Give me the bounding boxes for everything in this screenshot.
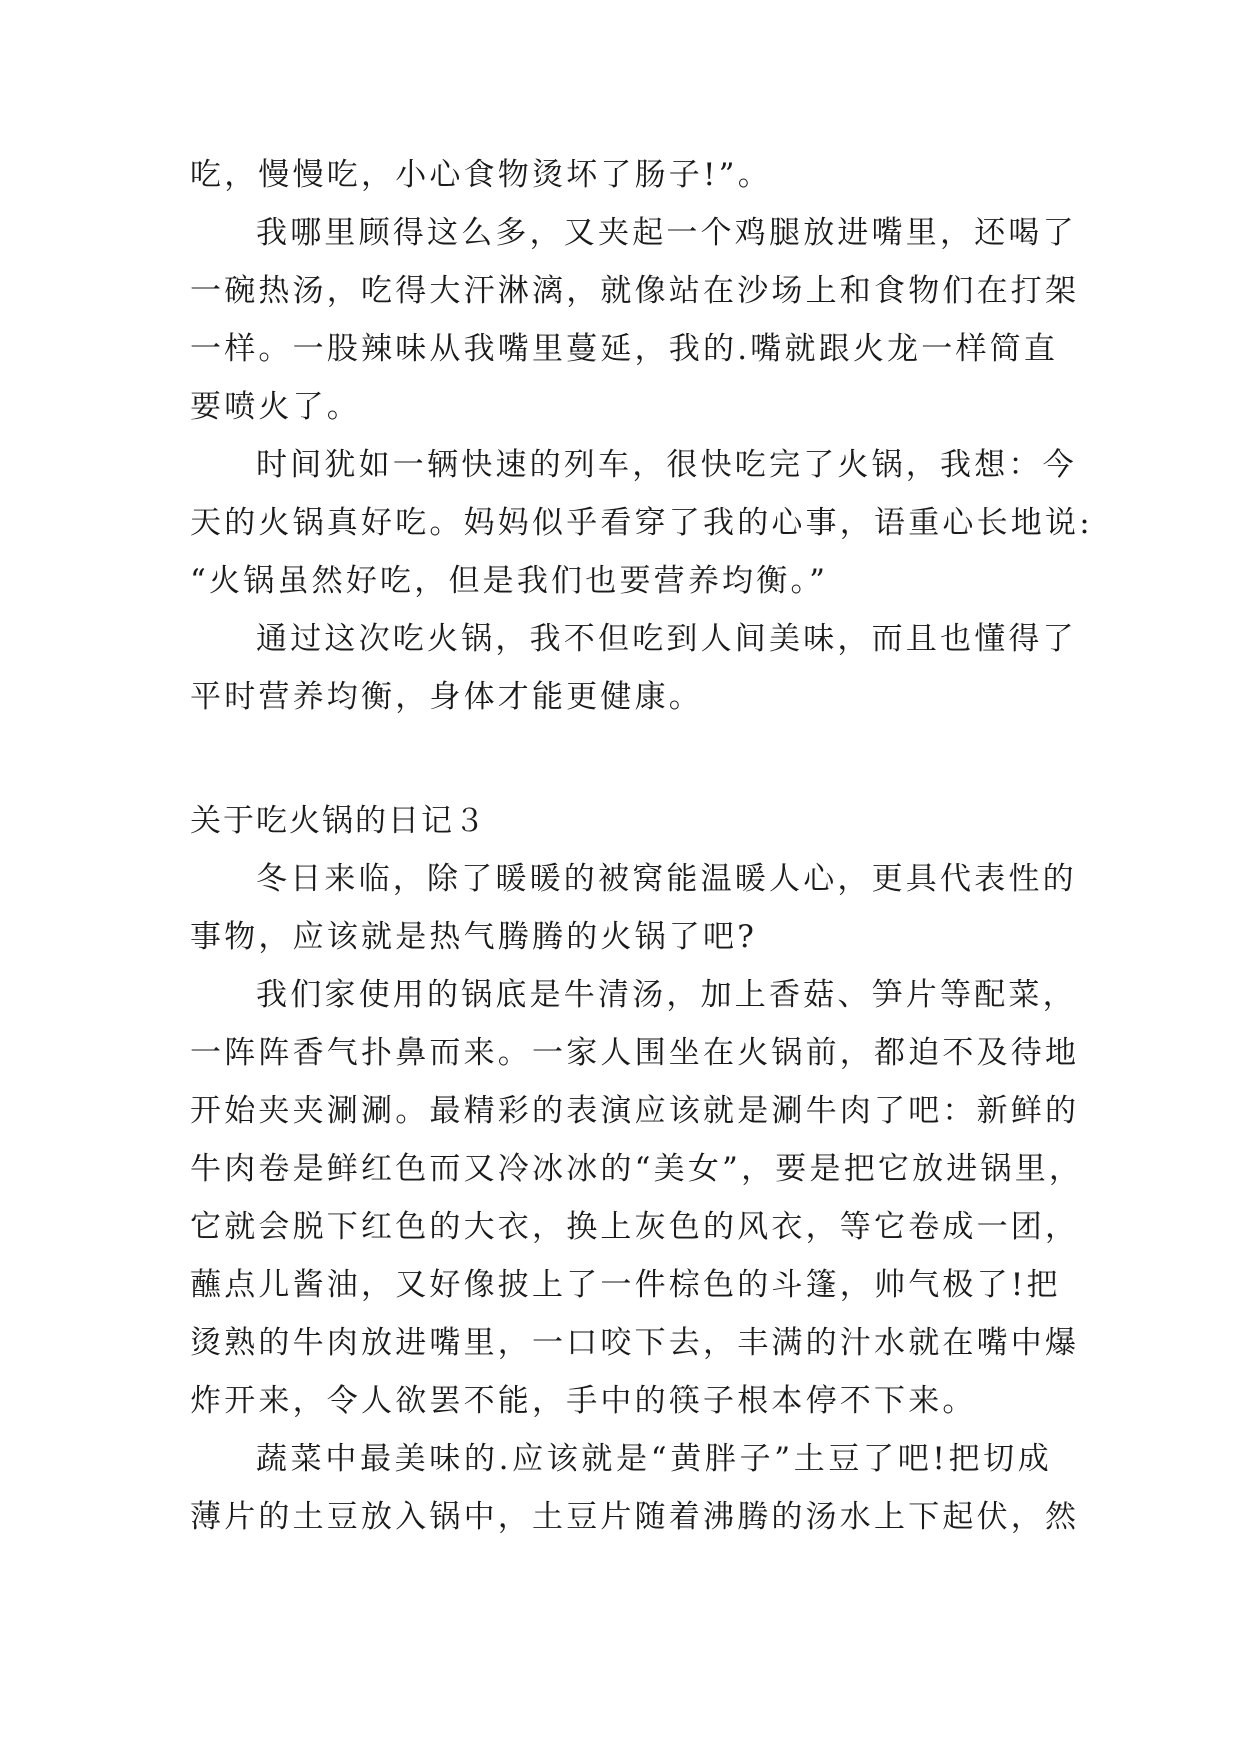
text-line: 通过这次吃火锅，我不但吃到人间美味，而且也懂得了	[256, 621, 1077, 657]
text-line: 冬日来临，除了暖暖的被窝能温暖人心，更具代表性的	[256, 861, 1077, 897]
text-line: 蔬菜中最美味的.应该就是“黄胖子”土豆了吧!把切成	[256, 1441, 1052, 1477]
text-line: 平时营养均衡，身体才能更健康。	[190, 679, 703, 715]
text-line: 开始夹夹涮涮。最精彩的表演应该就是涮牛肉了吧：新鲜的	[190, 1093, 1080, 1129]
paragraph-conclusion	[190, 610, 1077, 726]
text-line: “火锅虽然好吃，但是我们也要营养均衡。”	[190, 563, 829, 599]
text-line: 事物，应该就是热气腾腾的火锅了吧?	[190, 919, 758, 955]
text-line: 时间犹如一辆快速的列车，很快吃完了火锅，我想：今	[256, 447, 1077, 483]
paragraph-eating-chicken	[190, 204, 1080, 436]
text-line: 它就会脱下红色的大衣，换上灰色的风衣，等它卷成一团，	[190, 1209, 1080, 1245]
text-line: 蘸点儿酱油，又好像披上了一件棕色的斗篷，帅气极了!把	[190, 1267, 1061, 1303]
text-line: 烫熟的牛肉放进嘴里，一口咬下去，丰满的汁水就在嘴中爆	[190, 1325, 1080, 1361]
paragraph-beef	[190, 966, 1084, 1430]
text-line: 一碗热汤，吃得大汗淋漓，就像站在沙场上和食物们在打架	[190, 273, 1080, 309]
text-line: 天的火锅真好吃。妈妈似乎看穿了我的心事，语重心长地说:	[190, 505, 1093, 541]
text-line: 要喷火了。	[190, 389, 361, 425]
text-line: 炸开来，令人欲罢不能，手中的筷子根本停不下来。	[190, 1383, 977, 1419]
text-line: 我们家使用的锅底是牛清汤，加上香菇、笋片等配菜，	[256, 977, 1077, 1013]
paragraph-winter	[190, 850, 1077, 966]
text-line: 薄片的土豆放入锅中，土豆片随着沸腾的汤水上下起伏，然	[190, 1499, 1080, 1535]
paragraph-time-flies	[190, 436, 1093, 610]
text-line: 一样。一股辣味从我嘴里蔓延，我的.嘴就跟火龙一样简直	[190, 331, 1059, 367]
text-line: 一阵阵香气扑鼻而来。一家人围坐在火锅前，都迫不及待地	[190, 1035, 1080, 1071]
section-title: 关于吃火锅的日记３	[190, 803, 487, 839]
document-page	[190, 146, 1093, 1546]
text-line: 牛肉卷是鲜红色而又冷冰冰的“美女”，要是把它放进锅里，	[190, 1151, 1084, 1187]
text-line: 吃，慢慢吃，小心食物烫坏了肠子!”。	[190, 157, 772, 193]
paragraph-continuation	[190, 146, 1052, 204]
section-gap	[190, 726, 1052, 792]
text-line: 我哪里顾得这么多，又夹起一个鸡腿放进嘴里，还喝了	[256, 215, 1077, 251]
paragraph-potato	[190, 1430, 1080, 1546]
